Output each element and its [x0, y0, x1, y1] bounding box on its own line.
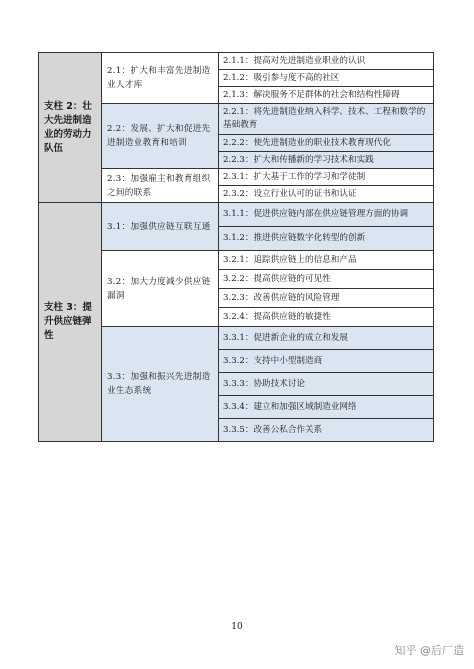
action-2-1-2: 2.1.2：吸引参与度不高的社区 [219, 70, 434, 87]
action-2-1-3: 2.1.3：解决服务不足群体的社会和结构性障碍 [219, 87, 434, 104]
action-3-3-3: 3.3.3：协助技术讨论 [219, 373, 434, 396]
action-3-2-2: 3.2.2：提高供应链的可见性 [219, 270, 434, 289]
action-3-3-5: 3.3.5：改善公私合作关系 [219, 419, 434, 442]
pillar-2-title: 支柱 2：壮大先进制造业的劳动力队伍 [44, 100, 92, 154]
action-3-3-1: 3.3.1：促进新企业的成立和发展 [219, 327, 434, 350]
strategy-3-3: 3.3：加强和振兴先进制造业生态系统 [102, 327, 219, 442]
action-2-3-1: 2.3.1：扩大基于工作的学习和学徒制 [219, 169, 434, 186]
strategy-2-3: 2.3：加强雇主和教育组织之间的联系 [102, 169, 219, 203]
action-2-2-2: 2.2.2：使先进制造业的职业技术教育现代化 [219, 135, 434, 152]
action-3-3-2: 3.3.2：支持中小型制造商 [219, 350, 434, 373]
pillar-3-cell [39, 203, 102, 442]
action-3-2-3: 3.2.3：改善供应链的风险管理 [219, 289, 434, 308]
watermark: 知乎 @后厂造 [394, 644, 464, 657]
pillar-3-title: 支柱 3：提升供应链弹性 [44, 302, 92, 341]
strategy-3-2: 3.2：加大力度减少供应链漏洞 [102, 251, 219, 327]
strategy-2-2: 2.2：发展、扩大和促进先进制造业教育和培训 [102, 104, 219, 169]
action-2-1-1: 2.1.1：提高对先进制造业职业的认识 [219, 53, 434, 70]
action-2-3-2: 2.3.2：设立行业认可的证书和认证 [219, 186, 434, 203]
action-3-2-4: 3.2.4：提高供应链的敏捷性 [219, 308, 434, 327]
action-2-2-3: 2.2.3：扩大和传播新的学习技术和实践 [219, 152, 434, 169]
action-3-2-1: 3.2.1：追踪供应链上的信息和产品 [219, 251, 434, 270]
strategy-3-1: 3.1：加强供应链互联互通 [102, 203, 219, 251]
strategy-2-1: 2.1：扩大和丰富先进制造业人才库 [102, 53, 219, 104]
strategy-table [38, 52, 434, 442]
action-2-2-1: 2.2.1：将先进制造业纳入科学、技术、工程和数学的基础教育 [219, 104, 434, 135]
action-3-1-1: 3.1.1：促进供应链内部在供应链管理方面的协调 [219, 203, 434, 227]
pillar-2-cell [39, 53, 102, 203]
action-3-3-4: 3.3.4：建立和加强区域制造业网络 [219, 396, 434, 419]
page-number: 10 [231, 622, 243, 632]
action-3-1-2: 3.1.2：推进供应链数字化转型的创新 [219, 227, 434, 251]
